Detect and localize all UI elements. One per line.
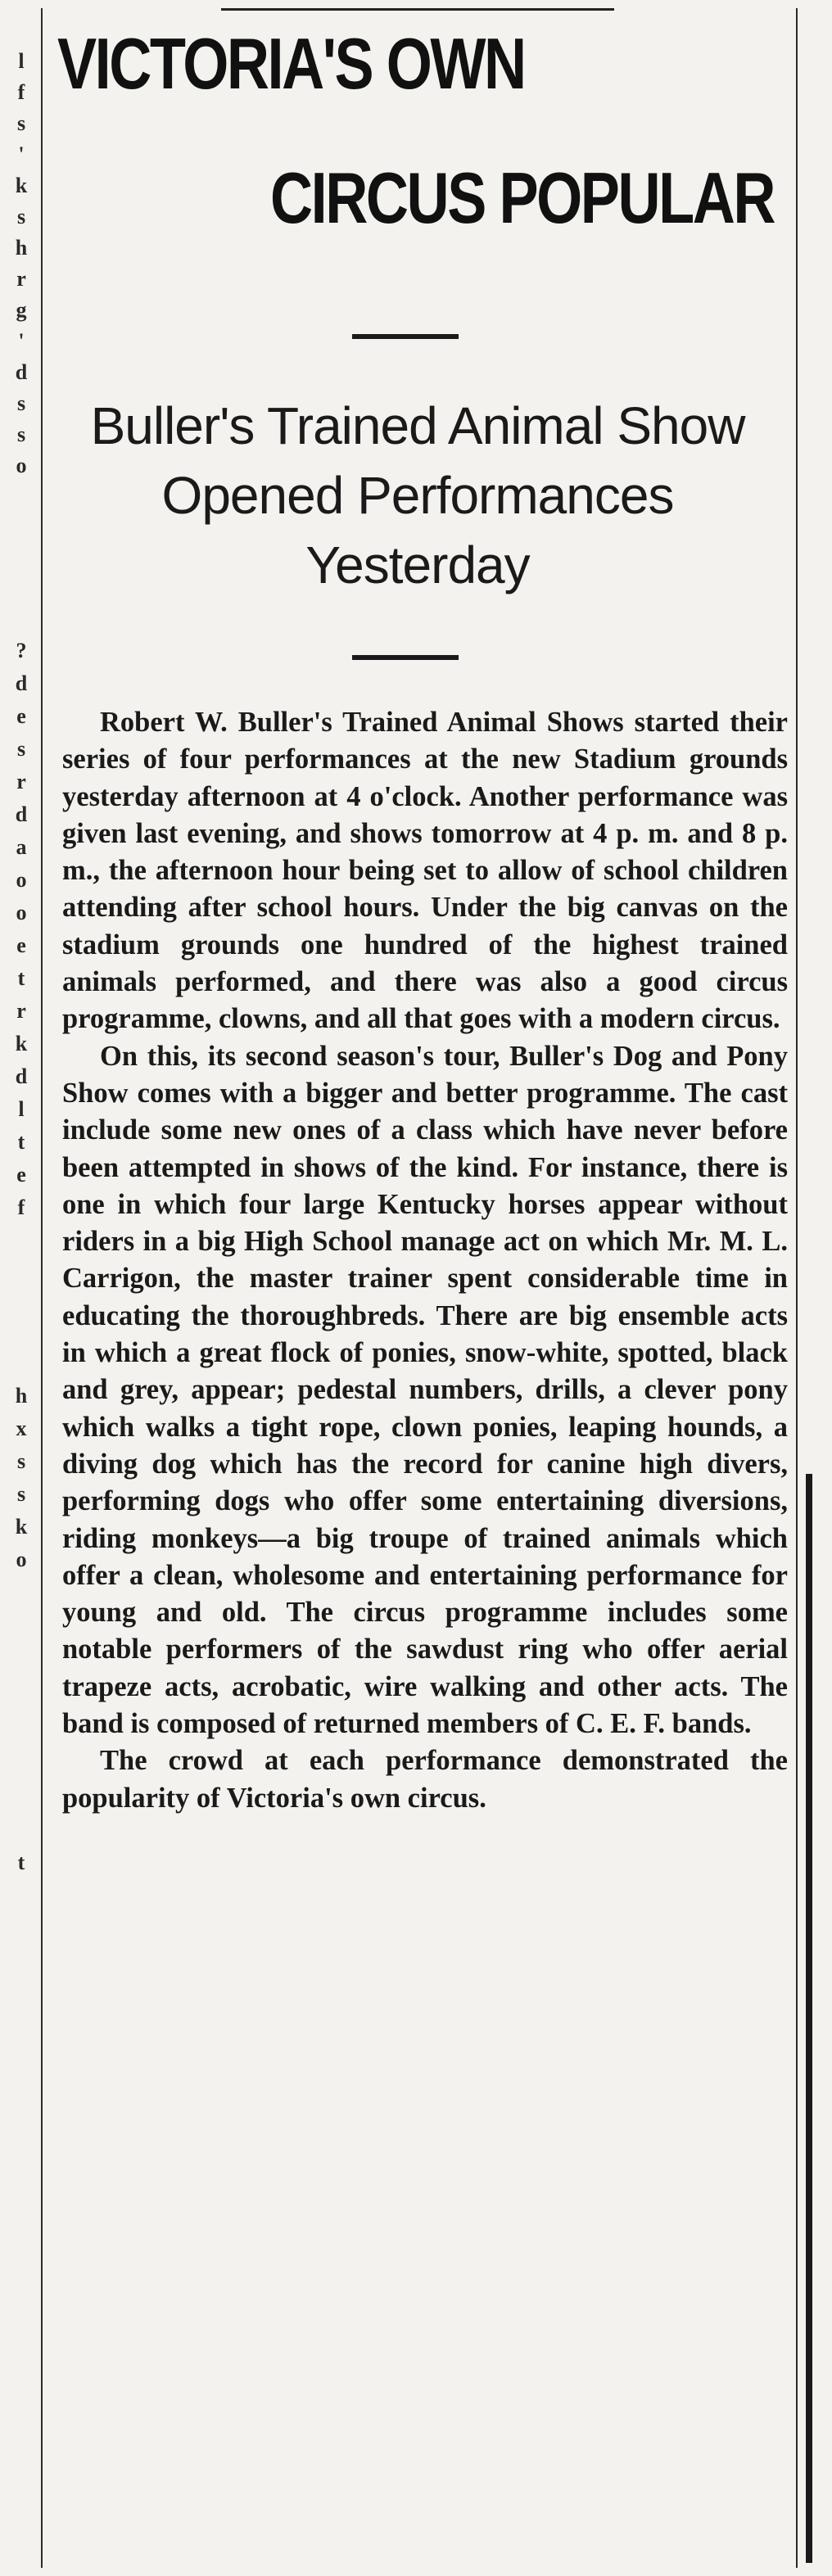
article-paragraph: On this, its second season's tour, Buller's Dog and Pony Show comes with a bigger and better programme. The cast include some new ones of a class which have never before been attempted in shows of the kind. For instance, there is one in which four large Kentucky horses appear without riders in a big High School manage act on which Mr. M. L. Carrigon, the master trainer spent considerable time in educating the thoroughbreds. There are big ensemble acts in which a great flock of ponies, snow-white, spotted, black and grey, appear; pedestal numbers, drills, a clever pony which walks a tight rope, clown ponies, leaping hounds, a diving dog which has the record for canine high divers, performing dogs who offer some entertaining diversions, riding monkeys—a big troupe of trained animals which offer a clean, wholesome and entertaining performance for young and old. The circus programme includes some notable performers of the sawdust ring who offer aerial trapeze acts, acrobatic, wire walking and other acts. The band is composed of returned members of C. E. F. bands. <box>62 1040 788 1740</box>
margin-fragment: t <box>17 1851 25 1874</box>
headline-line-2: CIRCUS POPULAR <box>270 157 775 238</box>
column-rule-left <box>41 8 43 2568</box>
margin-fragment: h <box>15 236 28 260</box>
margin-fragment: o <box>16 868 27 892</box>
margin-fragment: t <box>17 1130 25 1154</box>
margin-fragment: e <box>16 933 26 957</box>
margin-fragment: s <box>16 205 26 228</box>
margin-fragment: h <box>15 1384 28 1408</box>
margin-fragment: e <box>16 704 26 728</box>
margin-fragment: a <box>16 835 27 859</box>
column-rule-right <box>796 8 798 2568</box>
margin-fragment: o <box>16 454 27 477</box>
margin-fragment: r <box>16 770 26 793</box>
margin-fragment: d <box>15 802 28 826</box>
margin-fragment: t <box>17 966 25 990</box>
subheadline-divider <box>352 655 459 660</box>
margin-fragment: f <box>17 80 25 104</box>
margin-fragment: d <box>15 671 28 695</box>
margin-fragment: k <box>15 174 28 197</box>
margin-fragment: r <box>16 267 26 291</box>
margin-fragment: s <box>16 423 26 446</box>
margin-fragment: ' <box>18 329 25 353</box>
article-body <box>62 704 788 1817</box>
subheadline-line-1: Buller's Trained Animal Show <box>90 396 745 455</box>
margin-fragment: d <box>15 1064 28 1088</box>
margin-fragment: k <box>15 1032 28 1055</box>
margin-fragment: x <box>16 1417 27 1440</box>
margin-fragment: f <box>17 1195 25 1219</box>
top-rule <box>221 8 614 11</box>
margin-fragment: o <box>16 901 27 924</box>
margin-fragment: e <box>16 1163 26 1186</box>
headline-line-1: VICTORIA'S OWN <box>57 23 525 104</box>
margin-fragment: k <box>15 1515 28 1539</box>
margin-fragment: s <box>16 111 26 135</box>
margin-fragment: o <box>16 1548 27 1571</box>
subheadline-line-3: Yesterday <box>305 536 530 594</box>
article-paragraph: The crowd at each performance demonstrated the popularity of Victoria's own circus. <box>62 1745 788 1814</box>
margin-fragment: d <box>15 360 28 384</box>
article-paragraph: Robert W. Buller's Trained Animal Shows started their series of four performances at the new Stadium grounds yesterday afternoon at 4 o'clock. Another performance was given last evening, and shows tomorrow at 4 p. m. and 8 p. m., the afternoon hour being set to allow of school children attending after school hours. Under the big canvas on the stadium grounds one hundred of the highest trained animals performed, and there was also a good circus programme, clowns, and all that goes with a modern circus. <box>62 707 788 1035</box>
margin-fragment: s <box>16 1482 26 1506</box>
margin-fragment: ? <box>16 639 27 662</box>
headline-divider <box>352 334 459 339</box>
margin-fragment: l <box>18 49 25 73</box>
margin-fragment: s <box>16 391 26 415</box>
margin-fragment: s <box>16 737 26 761</box>
margin-fragment: s <box>16 1449 26 1473</box>
margin-fragment: l <box>18 1097 25 1121</box>
margin-fragment: r <box>16 999 26 1023</box>
subheadline-line-2: Opened Performances <box>161 466 674 525</box>
margin-fragment: g <box>16 298 27 322</box>
margin-fragment: ' <box>18 142 25 166</box>
column-rule-right-heavy <box>806 1474 812 2563</box>
